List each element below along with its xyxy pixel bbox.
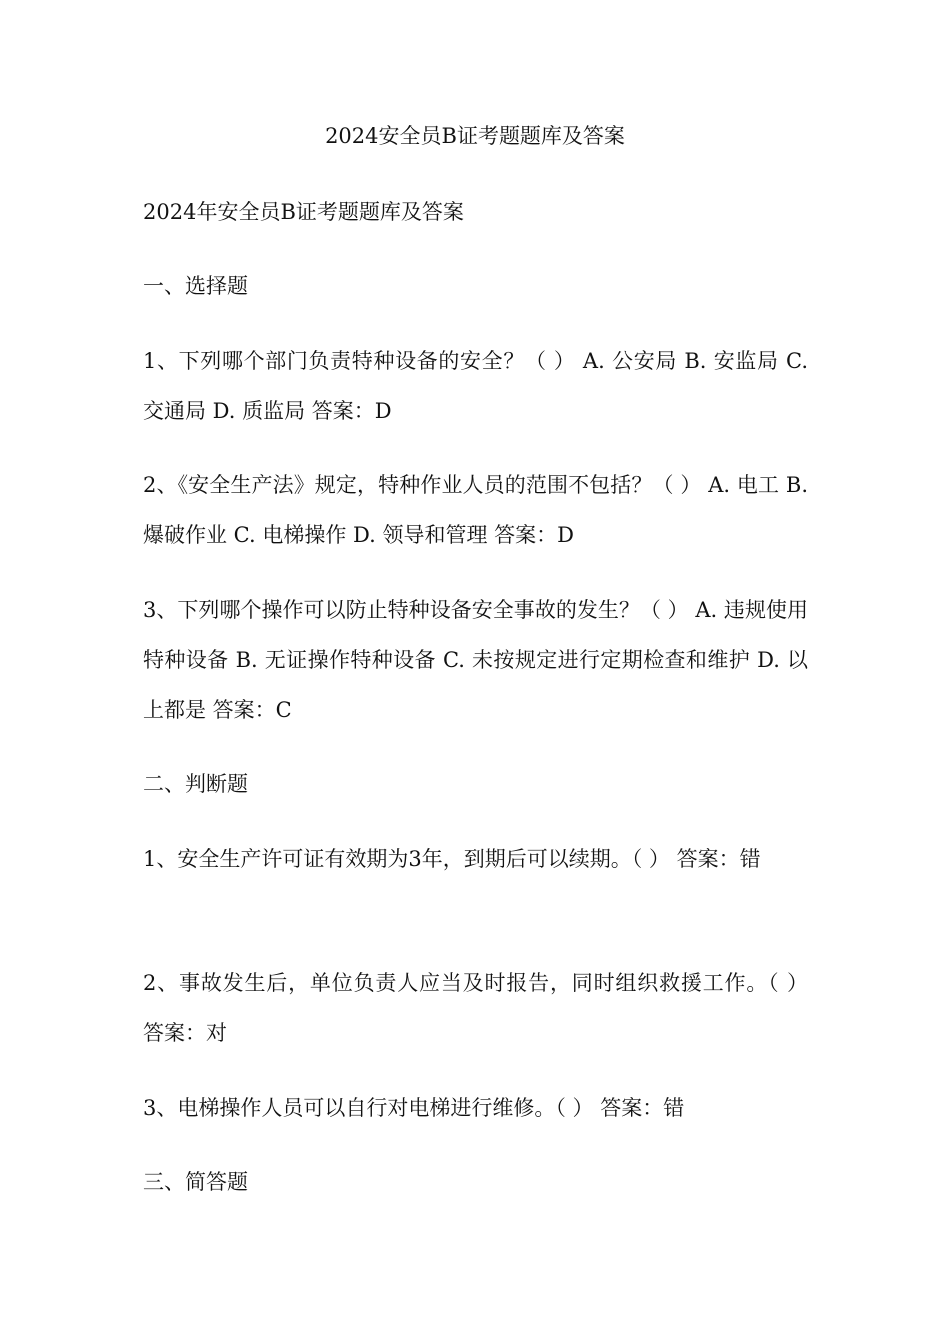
choice-question-3: 3、下列哪个操作可以防止特种设备安全事故的发生？（ ） A. 违规使用特种设备 B. 无证操作特种设备 C. 未按规定进行定期检查和维护 D. 以上都是 答案：C — [143, 598, 808, 722]
section-heading-choice: 一、选择题 — [143, 274, 248, 298]
judgment-question-2: 2、事故发生后，单位负责人应当及时报告，同时组织救援工作。（ ） 答案：对 — [143, 971, 808, 1045]
judgment-question-3: 3、电梯操作人员可以自行对电梯进行维修。（ ） 答案：错 — [143, 1096, 685, 1120]
section-heading-judgment: 二、判断题 — [143, 772, 248, 796]
judgment-question-1: 1、安全生产许可证有效期为3年，到期后可以续期。（ ） 答案：错 — [143, 847, 761, 871]
choice-question-1: 1、下列哪个部门负责特种设备的安全？（ ） A. 公安局 B. 安监局 C. 交通局 D. 质监局 答案：D — [143, 349, 808, 423]
document-subtitle: 2024年安全员B证考题题库及答案 — [143, 200, 464, 224]
section-heading-short-answer: 三、简答题 — [143, 1170, 248, 1194]
document-title: 2024安全员B证考题题库及答案 — [325, 124, 625, 148]
choice-question-2: 2、《安全生产法》规定，特种作业人员的范围不包括？（ ） A. 电工 B. 爆破作业 C. 电梯操作 D. 领导和管理 答案：D — [143, 473, 808, 547]
